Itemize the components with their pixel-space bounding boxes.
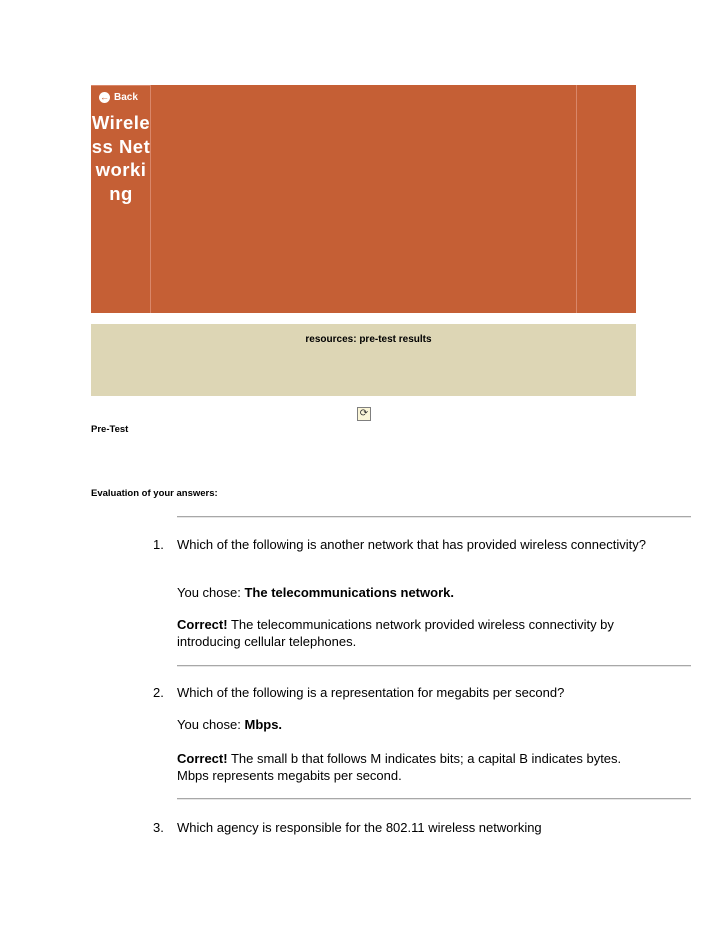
divider <box>177 665 691 667</box>
back-arrow-icon: ← <box>100 92 109 102</box>
explanation-text: The telecommunications network provided wireless connectivity by introducing cellular telephones. <box>177 617 614 649</box>
question-number: 3. <box>153 820 164 835</box>
chosen-answer: You chose: The telecommunications network. <box>177 585 454 600</box>
pretest-heading: Pre-Test <box>91 424 129 435</box>
answer-text: Mbps. <box>244 717 283 732</box>
question-text: Which of the following is a representation for megabits per second? <box>177 685 565 700</box>
question-text: Which of the following is another network that has provided wireless connectivity? <box>177 537 646 552</box>
divider <box>177 516 691 518</box>
banner-divider-right <box>576 85 577 313</box>
question-number: 2. <box>153 685 164 700</box>
header-banner <box>91 85 636 313</box>
result-label: Correct! <box>177 751 228 766</box>
chosen-answer: You chose: Mbps. <box>177 717 283 732</box>
result-label: Correct! <box>177 617 228 632</box>
answer-feedback <box>177 616 647 650</box>
question-number: 1. <box>153 537 164 552</box>
evaluation-heading: Evaluation of your answers: <box>91 488 218 499</box>
back-label: Back <box>114 92 138 103</box>
answer-feedback <box>177 750 647 784</box>
back-button[interactable] <box>99 92 138 103</box>
page-title: Wireless Networking <box>91 112 151 204</box>
resources-bar <box>91 324 636 396</box>
explanation-text: The small b that follows M indicates bits; a capital B indicates bytes. Mbps represents megabits per second. <box>177 751 622 783</box>
question-text: Which agency is responsible for the 802.11 wireless networking <box>177 820 542 835</box>
divider <box>177 798 691 800</box>
refresh-icon[interactable]: ⟳ <box>357 407 371 421</box>
resources-label: resources: pre-test results <box>305 334 432 345</box>
answer-text: The telecommunications network. <box>244 585 454 600</box>
banner-divider-top <box>91 85 151 86</box>
